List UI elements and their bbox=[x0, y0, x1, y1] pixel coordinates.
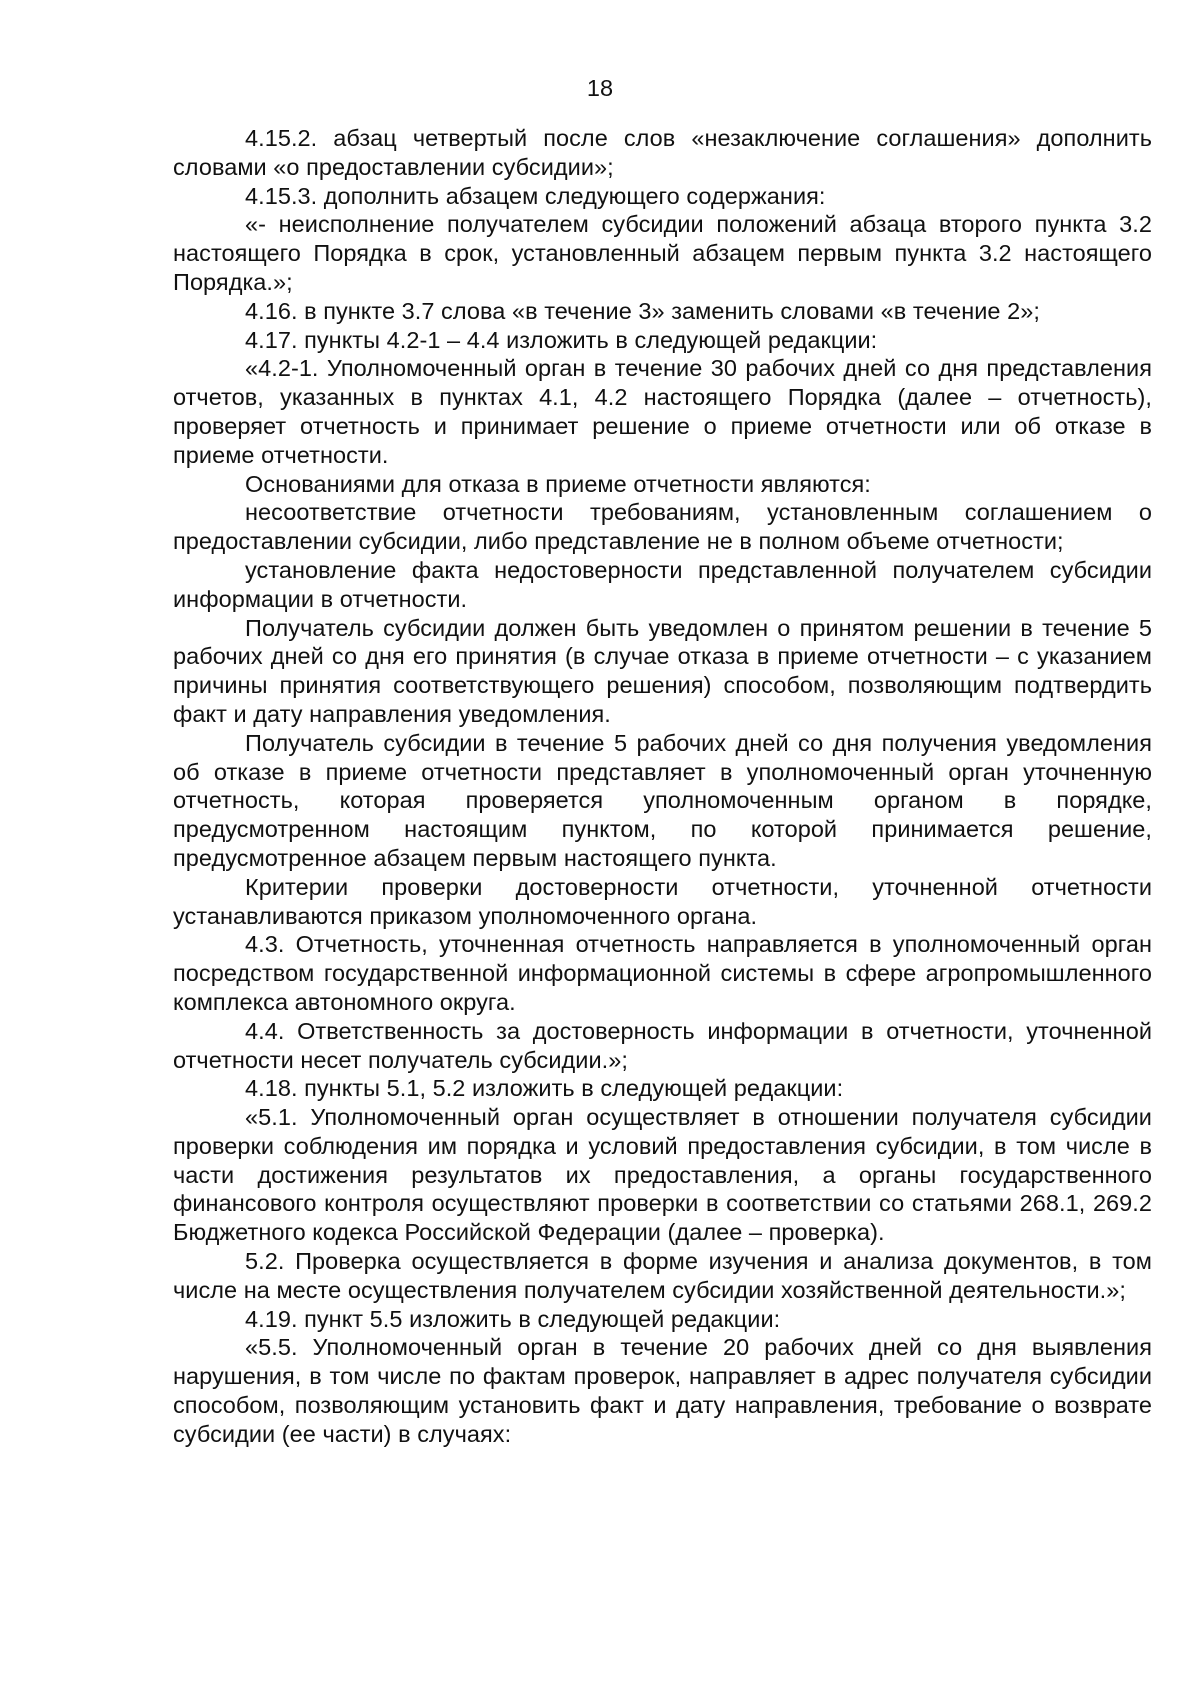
paragraph-quote-nonfulfillment: «- неисполнение получателем субсидии положений абзаца второго пункта 3.2 настоящего Порядка в срок, установленный абзацем первым пункта 3.2 настоящего Порядка.»; bbox=[173, 211, 1152, 295]
paragraph-notification: Получатель субсидии должен быть уведомлен о принятом решении в течение 5 рабочих дней со дня его принятия (в случае отказа в приеме отчетности – с указанием причины принятия соответствующего решения) способом, позволяющим подтвердить факт и дату направления уведомления. bbox=[173, 614, 1152, 727]
paragraph-unreliability: установление факта недостоверности представленной получателем субсидии информации в отчетности. bbox=[173, 556, 1152, 612]
paragraph-4-15-2: 4.15.2. абзац четвертый после слов «незаключение соглашения» дополнить словами «о предоставлении субсидии»; bbox=[173, 125, 1152, 180]
paragraph-corrected-reporting: Получатель субсидии в течение 5 рабочих дней со дня получения уведомления об отказе в приеме отчетности представляет в уполномоченный орган уточненную отчетность, которая проверяется уполномоченным органом в порядке, предусмотренном настоящим пунктом, по которой принимается решение, предусмотренное абзацем первым настоящего пункта. bbox=[173, 729, 1152, 871]
document-body bbox=[173, 124, 1152, 1449]
paragraph-5-2: 5.2. Проверка осуществляется в форме изучения и анализа документов, в том числе на месте осуществления получателем субсидии хозяйственной деятельности.»; bbox=[173, 1248, 1152, 1303]
paragraph-4-16: 4.16. в пункте 3.7 слова «в течение 3» заменить словами «в течение 2»; bbox=[245, 297, 1040, 324]
paragraph-4-4: 4.4. Ответственность за достоверность информации в отчетности, уточненной отчетности несет получатель субсидии.»; bbox=[173, 1017, 1152, 1073]
page-number: 18 bbox=[586, 75, 614, 101]
paragraph-4-17: 4.17. пункты 4.2-1 – 4.4 изложить в следующей редакции: bbox=[245, 326, 878, 353]
paragraph-4-15-3: 4.15.3. дополнить абзацем следующего содержания: bbox=[245, 182, 826, 209]
paragraph-4-2-1: «4.2-1. Уполномоченный орган в течение 30 рабочих дней со дня представления отчетов, указанных в пунктах 4.1, 4.2 настоящего Порядка (далее – отчетность), проверяет отчетность и принимает решение о приеме отчетности или об отказе в приеме отчетности. bbox=[173, 355, 1152, 468]
paragraph-4-3: 4.3. Отчетность, уточненная отчетность направляется в уполномоченный орган посредством государственной информационной системы в сфере агропромышленного комплекса автономного округа. bbox=[173, 931, 1152, 1015]
paragraph-5-5: «5.5. Уполномоченный орган в течение 20 рабочих дней со дня выявления нарушения, в том числе по фактам проверок, направляет в адрес получателя субсидии способом, позволяющим установить факт и дату направления, требование о возврате субсидии (ее части) в случаях: bbox=[173, 1334, 1152, 1447]
paragraph-noncompliance: несоответствие отчетности требованиям, установленным соглашением о предоставлении субсидии, либо представление не в полном объеме отчетности; bbox=[173, 499, 1152, 555]
paragraph-4-18: 4.18. пункты 5.1, 5.2 изложить в следующей редакции: bbox=[245, 1075, 844, 1102]
paragraph-refusal-grounds: Основаниями для отказа в приеме отчетности являются: bbox=[245, 470, 871, 497]
paragraph-4-19: 4.19. пункт 5.5 изложить в следующей редакции: bbox=[245, 1305, 781, 1332]
paragraph-criteria: Критерии проверки достоверности отчетности, уточненной отчетности устанавливаются приказом уполномоченного органа. bbox=[173, 873, 1152, 929]
paragraph-5-1: «5.1. Уполномоченный орган осуществляет в отношении получателя субсидии проверки соблюдения им порядка и условий предоставления субсидии, в том числе в части достижения результатов их предоставления, а органы государственного финансового контроля осуществляют проверки в соответствии со статьями 268.1, 269.2 Бюджетного кодекса Российской Федерации (далее – проверка). bbox=[173, 1104, 1152, 1246]
